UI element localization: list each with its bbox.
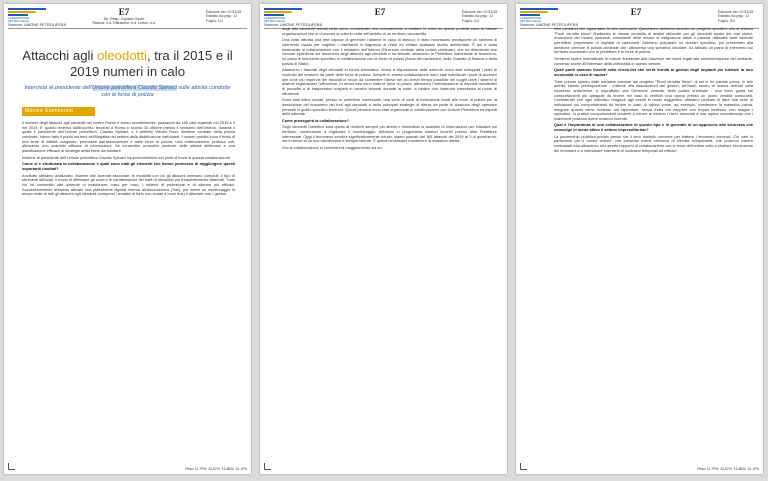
edition-info: Edizione del: 07/11/18 Estratto da pag.: 11 Foglio: 2/4 bbox=[462, 10, 498, 23]
question: Come proseguirà la collaborazione? bbox=[282, 117, 350, 123]
peso-label: Peso: 11-79%, 13-67%, 13-58%, 14-12% bbox=[697, 467, 759, 471]
paragraph: Sono stati infine avviati, presso le prefetture interessate, una serie di corsi di formazione rivolti alle forze di polizia per la descrizione del fenomeno dei furti agli oleodotti e della principali strategie di difesa da parte di ciascuno degli operatori presenti in quello specifico territorio. Questi percorsi sono stati organizzati in collaborazione con Unione Petrolifera ed esperti delle aziende. bbox=[282, 97, 497, 117]
paragraph: Tutte prende spunto dalle iniziative previste dal progetto "Punti Vendita Sicuri" di cui le ho parlato prima. In tale ambito stiamo predisponendo - insieme alla Associazioni dei gestori, all'Osaif, centro di ricerca dell'Abi sulla sicurezza anticrimine, e soprattutto alla Direzione centrale della polizia criminale - una linea guida sui comportamenti più adeguati da tenere nel caso si verifichi una rapina presso un punto vendita carburanti. Considerato che ogni individuo reagisce agli eventi in modo soggettivo, abbiamo pensato di dare una serie di indicazioni sui comportamenti da tenere in caso di rapina come, ad esempio, mantenere la massima calma, eseguire quanto viene richiesto dal rapinatore, senza fretta ma neppure con troppa lentezza, non reagire i rapinatori. In pratica comportamenti tendenti a ridurre al minimo i rischi associati a una rapina considerando che i malviventi possono avere reazioni violente. bbox=[554, 78, 753, 121]
publication-meta: Dir. Resp.: Agnese Onofri bbox=[103, 17, 145, 21]
document-page-3 bbox=[516, 4, 763, 474]
paragraph: La partnership pubblico-privato penso sia il vero modello vincente per battere i fenomeni criminali. Ciò vale in particolare per il nostro settore, che presenta eventi criminosi di elevata complessità, che possono essere contrastati solo attraverso uno stretto rapporto di collaborazione con le forze dell'ordine volto a studiare l'evoluzione dei fenomeni e a individuare interventi di contrasto temporali ed efficaci. bbox=[554, 133, 753, 153]
paragraph: Verranno inoltre intensificate le misure finalizzate alla riduzione dei rischi legati alla movimentazione del contante, connessi anche all'interesse della criminalità in questo settore. bbox=[554, 55, 753, 66]
question: Come si è strutturata la collaborazione e quali sono stati gli elementi che hanno permesso di raggiungere questi importanti risultati? bbox=[22, 161, 235, 171]
paragraph: Attraverso i tracciati degli oleodotti in forma telematica, messi a disposizione dalle aziende, sono stati sviluppati i piani di controllo del territorio da parte delle forze di polizia. Sempre in stretta collaborazione sono stati individuati i punti di accesso alle zone più impervie dei tracciati in modo da consentire l'arrivo nel più breve tempo possibile nei luoghi dove i sistemi di allarme registravano l'effrazione. In alcuni casi sono state le forze di polizia, attraverso l'individuazione di depositi clandestini di prodotto o di trasportatori sospetti in camion telonati durante la notte, a risalire con l'azienda interessata al punto di effrazione. bbox=[282, 67, 497, 96]
paragraph: Anzitutto abbiamo analizzato, insieme alle aziende associate, le modalità con cui gli attacchi venivano compiuti, il tipo di strumenti utilizzati, il modo di effettuare gli scavi e le caratteristiche dei tratti di oleodotto più frequentemente attaccati. Tutto ciò ha consentito alle aziende di individuare, caso per caso, i sistemi di protezione e di allarme più efficaci. Successivamente abbiamo attivato una piattaforma digitale interna all'Associazione (Sac), per avere un monitoraggio in tempo reale di tutti gli attacchi agli oleodotti (compresi i tentativi di furto non andati a buon fine) e allertare così i gestori bbox=[22, 172, 235, 197]
question: Quali punti saranno inseriti nella check-list che verrà fornita ai gestori degli impianti per tutelare la loro incolumità in caso di rapina? bbox=[554, 67, 753, 77]
divider bbox=[8, 28, 247, 29]
paragraph: Sugli oleodotti l'obiettivo sarà quello di rendere sempre più diretto e immediato lo scambio di informazioni con iniziative sul territorio, continuando a migliorare il monitoraggio. Abbiamo in programma ulteriori incontri presso altre Prefetture interessate. Oggi il fenomeno sembra significativamente ridotto, siamo passati dai 165 attacchi del 2015 ai 3 di quest'anno, ma il rischio di un suo riacutizzarsi è sempre latente. È quindi necessario mantenere la massima allerta. bbox=[282, 124, 497, 144]
author-badge: Monica Giambersio bbox=[22, 107, 95, 116]
paragraph: degli altri oleodotti ubicati nella zona, considerato che normalmente a mettere le mani su questi prodotti sono le stesse organizzazioni che si muovono di volta in volta nell'ambito di un territorio circoscritto. bbox=[282, 26, 497, 36]
logo: FEDERAZIONE PETROLIFERA bbox=[264, 8, 302, 23]
publication-name: E7 bbox=[118, 7, 130, 17]
edition-info: Edizione del: 07/11/18 Estratto da pag.: 11 Foglio: 1/4 bbox=[206, 10, 242, 23]
resize-handle-icon[interactable] bbox=[264, 463, 271, 470]
resize-handle-icon[interactable] bbox=[8, 463, 15, 470]
publication bbox=[84, 7, 164, 26]
peso-label: Peso: 11-79%, 13-67%, 13-58%, 14-12% bbox=[185, 467, 247, 471]
article-subtitle: Intervista al presidente dell'Unione petrolifera Claudio Spinaci sulle attività condotte con le forze di polizia bbox=[24, 85, 231, 98]
section-label: Sezione: UNIONE PETROLIFERA bbox=[8, 23, 67, 27]
resize-handle-icon[interactable] bbox=[520, 463, 527, 470]
logo-text: FEDERAZIONE PETROLIFERA bbox=[8, 16, 30, 23]
article-body bbox=[22, 121, 235, 199]
logo bbox=[8, 8, 46, 23]
publication-meta: Tiratura: n.d. Diffusione: n.d. Lettori: n.d. bbox=[91, 21, 157, 26]
paragraph: Ora la collaborazione si concentrerà maggiormente sui cri- bbox=[282, 145, 383, 151]
publication: E7 bbox=[630, 7, 642, 17]
paragraph: Il numero degli attacchi agli oleodotti nel nostro Paese è sceso sensibilmente, passando da 165 casi registrati nel 2015 a 3 nel 2019. E' quanto emerso dall'incontro, tenutosi a Roma lo scorso 30 ottobre presso il ministero dell'Interno, durante il quale il presidente dell'Unione petrolifera, Claudio Spinaci, e il prefetto Vittorio Rizzi, direttore centrale della polizia criminale, hanno fatto il punto sui temi dell'illegalità nel settore della distribuzione carburanti. I numeri positivi sono il frutto di una serie di attività congiunte, promosse dall'associazione e dalle forze di polizia. Una collaborazione proficua che, attraverso uno scambio efficace di informazioni, ha consentito un'analisi puntuale delle attività delittuose e una pianificazione efficace di strategie anticrimine da adottare. bbox=[22, 120, 235, 153]
section-label: Sezione: UNIONE PETROLIFERA bbox=[520, 23, 579, 27]
paragraph: mini predatori che riguardano la rete carburanti. Quest'anno abbiamo lanciato un progetto specifico che si chiama "Punti vendita sicuri" finalizzato le stesse modalità di analisi utilizzate per gli oleodotti studio dei dati storici, evoluzione del modus operandi, consistenti delle misure di mitigazione attive e passive utilizzate dalle aziende petrolifere proprietarie di impianti di carburanti. Abbiamo preparato un dossier specifico, poi presentato alla direzione centrale di polizia criminale che, attraverso una specifica circolare, ha attivato un piano di intervento sul territorio coordinato con le prefetture e le forze di polizia. bbox=[554, 26, 753, 55]
section-label: Sezione: UNIONE PETROLIFERA bbox=[264, 23, 323, 27]
question: Qual è l'importanza di una collaborazione di questo tipo e in generale di un approccio alla sicurezza che coinvolge in modo attivo il settore imprenditoriale? bbox=[554, 122, 753, 133]
document-page-2 bbox=[260, 4, 507, 474]
logo: FEDERAZIONE PETROLIFERA bbox=[520, 8, 558, 23]
paragraph: Una volta attivata una rete capace di generare l'allarme in caso di attacco, è stato necessario predisporre un sistema di intervento rapido per cogliere i malviventi in flagranza di reato ed evitare qualsiasi rischio ambientale. È qui è stata essenziale la collaborazione con il ministero dell'Interno (Direzione centrale della polizia criminale), che ha dimostrato due circolari specifiche sul fenomeno degli attacchi agli oleodotti e ha attivato, attraverso le Prefetture interessate al fenomeno, un piano di intervento specifico in collaborazione con le forze di polizia (Arma dei carabinieri, della Guardia di finanza e della polizia di Stato). bbox=[282, 37, 497, 66]
document-page-1 bbox=[4, 4, 251, 474]
page-header bbox=[4, 4, 251, 32]
article-body bbox=[282, 27, 497, 153]
article-body bbox=[554, 27, 753, 155]
edition-info: Edizione del: 07/11/18 Estratto da pag.: 11 Foglio: 3/4 bbox=[718, 10, 754, 23]
publication: E7 bbox=[374, 7, 386, 17]
article-title: Attacchi agli oleodotti, tra il 2015 e il 2019 numeri in calo bbox=[22, 48, 233, 79]
paragraph: Insieme al presidente dell'Unione petrolifera Claudio Spinaci l'approfondimento sui punti di forza di questa collaborazione. bbox=[22, 154, 232, 160]
